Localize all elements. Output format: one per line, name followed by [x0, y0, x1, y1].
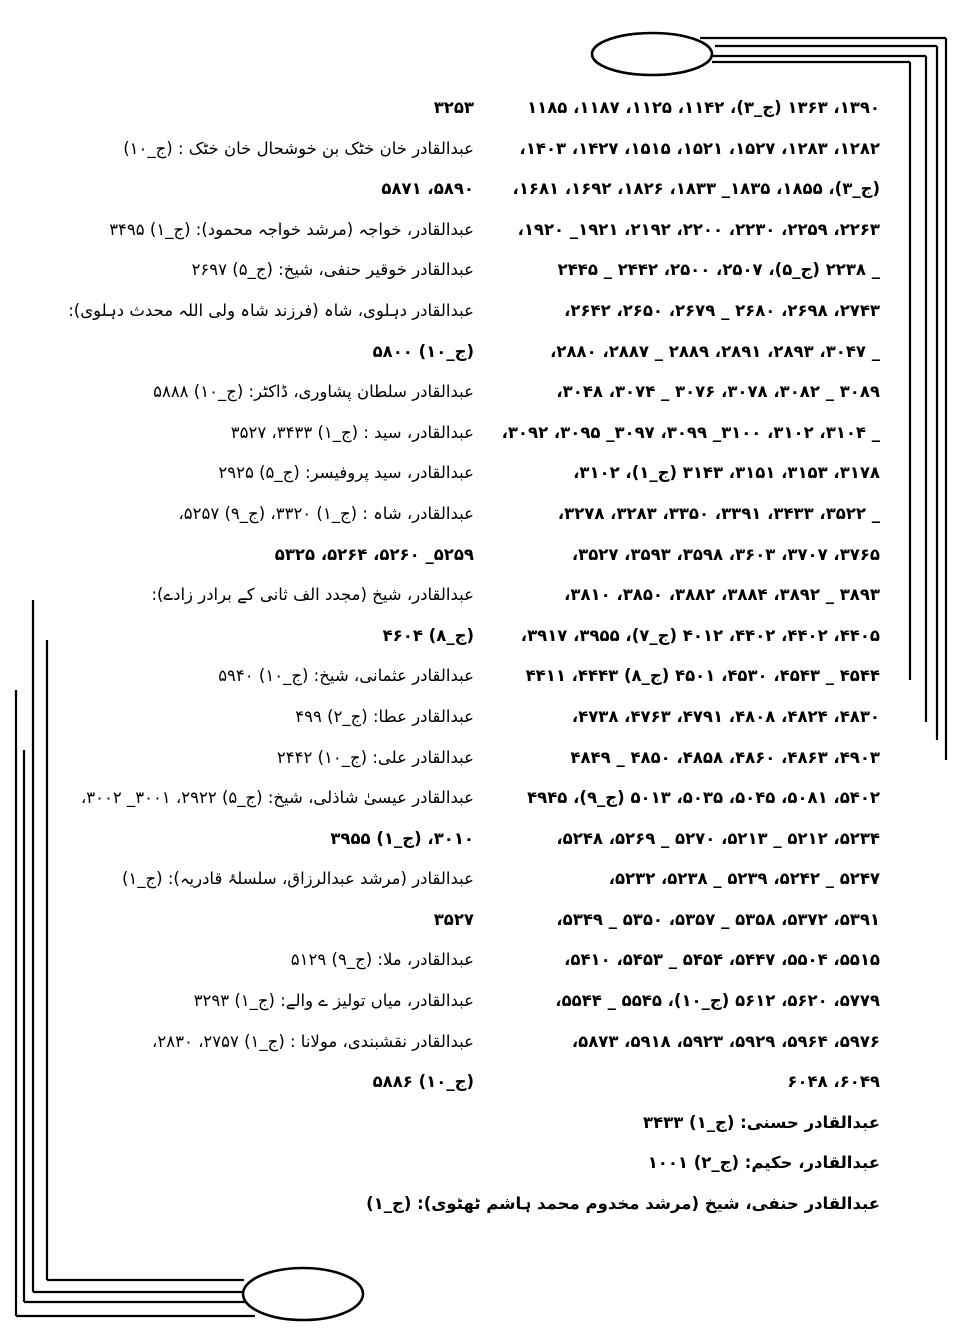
index-line: ۴۹۰۳، ۴۸۶۳، ۴۸۶۰، ۴۸۵۸، ۴۸۵۰ _ ۴۸۴۹ — [570, 747, 880, 767]
index-entry-heading: عبدالقادر عیسیٰ شاذلی، شیخ: (ج_۵) ۲۹۲۲، ۳۰۰۱_ ۳۰۰۲، — [80, 788, 474, 808]
index-line: ۵۷۷۹، ۵۶۲۰، ۵۶۱۲ (ج_۱۰)، ۵۵۴۵ _ ۵۵۴۴، — [555, 991, 880, 1011]
index-entry-heading: عبدالقادر حسنی: (ج_۱) ۳۴۳۳ — [643, 1112, 880, 1132]
index-line: _ ۳۱۰۴، ۳۱۰۲، ۳۱۰۰_ ۳۰۹۹، ۳۰۹۷_ ۳۰۹۵، ۳۰۹۲، — [501, 422, 880, 442]
index-line: ۵۵۱۵، ۵۵۰۴، ۵۴۴۷، ۵۴۵۴ _ ۵۴۵۳، ۵۴۱۰، — [564, 950, 880, 970]
index-entry-heading: عبدالقادر سلطان پشاوری، ڈاکٹر: (ج_۱۰) ۵۸۸۸ — [153, 382, 474, 402]
index-line: ۳۷۶۵، ۳۷۰۷، ۳۶۰۳، ۳۵۹۸، ۳۵۹۳، ۳۵۲۷، — [571, 544, 880, 564]
index-line: ۶۰۴۹، ۶۰۴۸ — [787, 1072, 880, 1092]
index-entry-heading: عبدالقادر عطا: (ج_۲) ۴۹۹ — [295, 706, 474, 726]
index-line: ۵۴۰۲، ۵۰۸۱، ۵۰۴۵، ۵۰۳۵، ۵۰۱۳ (ج_۹)، ۴۹۴۵ — [527, 788, 880, 808]
index-line: ۴۴۰۵، ۴۴۰۲، ۴۴۰۲، ۴۰۱۲ (ج_۷)، ۳۹۵۵، ۳۹۱۷، — [520, 625, 880, 645]
index-entry-heading: عبدالقادر علی: (ج_۱۰) ۲۴۴۲ — [276, 747, 474, 767]
index-line: _ ۲۲۳۸ (ج_۵)، ۲۵۰۷، ۲۵۰۰، ۲۴۴۲ _ ۲۴۴۵ — [557, 260, 880, 280]
index-entry-heading: عبدالقادر نقشبندی، مولانا : (ج_۱) ۲۷۵۷، ۲۸۳۰، — [152, 1031, 474, 1051]
index-entry-heading: عبدالقادر، میاں تولیز ے والے: (ج_۱) ۳۲۹۳ — [193, 991, 474, 1011]
index-line: (ج_۸) ۴۶۰۴ — [382, 625, 474, 645]
index-line: ۳۸۹۳ _ ۳۸۹۲، ۳۸۸۴، ۳۸۸۲، ۳۸۵۰، ۳۸۱۰، — [564, 585, 880, 605]
index-line: _ ۳۰۴۷، ۲۸۹۳، ۲۸۹۱، ۲۸۸۹ _ ۲۸۸۷، ۲۸۸۰، — [550, 341, 880, 361]
index-column-left — [68, 88, 474, 1103]
index-line: ۵۸۹۰، ۵۸۷۱ — [381, 179, 474, 199]
index-line: ۱۳۹۰، ۱۳۶۳ (ج_۳)، ۱۱۴۲، ۱۱۲۵، ۱۱۸۷، ۱۱۸۵ — [527, 98, 880, 117]
index-entry-heading: عبدالقادر (مرشد عبدالرزاق، سلسلۂ قادریہ): (ج_۱) — [121, 869, 474, 889]
index-entry-heading: عبدالقادر دہلوی، شاہ (فرزند شاہ ولی اللہ محدث دہلوی): — [68, 300, 474, 320]
index-entry-heading: عبدالقادر، ملا: (ج_۹) ۵۱۲۹ — [290, 950, 474, 970]
index-line: ۳۱۷۸، ۳۱۵۳، ۳۱۵۱، ۳۱۴۳ (ج_۱)، ۳۱۰۲، — [573, 463, 880, 483]
index-line: ۵۹۷۶، ۵۹۶۴، ۵۹۲۹، ۵۹۲۳، ۵۹۱۸، ۵۸۷۳، — [571, 1031, 880, 1051]
index-entry-heading: عبدالقادر، حکیم: (ج_۲) ۱۰۰۱ — [647, 1153, 880, 1173]
index-line: ۳۲۵۳ — [433, 98, 474, 117]
index-entry-heading: عبدالقادر خان خٹک بن خوشحال خان خٹک : (ج_۱۰) — [123, 138, 474, 158]
index-line: (ج_۱۰) ۵۸۸۶ — [372, 1072, 474, 1092]
index-line: ۲۲۶۳، ۲۲۵۹، ۲۲۳۰، ۲۲۰۰، ۲۱۹۲، ۱۹۲۱_ ۱۹۲۰، — [517, 219, 880, 239]
index-line: ۳۰۱۰، (ج_۱) ۳۹۵۵ — [330, 828, 474, 848]
index-line: ۵۲۴۷ _ ۵۲۴۲، ۵۲۳۹ _ ۵۲۳۸، ۵۲۳۲، — [608, 869, 880, 889]
index-line: ۵۲۳۴، ۵۲۱۲ _ ۵۲۱۳، ۵۲۷۰ _ ۵۲۶۹، ۵۲۴۸، — [556, 828, 880, 848]
index-line: ۳۰۸۹ _ ۳۰۸۲، ۳۰۷۸، ۳۰۷۶ _ ۳۰۷۴، ۳۰۴۸، — [556, 382, 880, 402]
index-entry-heading: عبدالقادر عثمانی، شیخ: (ج_۱۰) ۵۹۴۰ — [218, 666, 474, 686]
index-line: (ج_۱۰) ۵۸۰۰ — [372, 341, 474, 361]
index-line: ۵۲۵۹_ ۵۲۶۰، ۵۲۶۴، ۵۳۲۵ — [274, 544, 474, 564]
index-entry-heading: عبدالقادر خوقیر حنفی، شیخ: (ج_۵) ۲۶۹۷ — [191, 260, 474, 280]
index-line: (ج_۳)، ۱۸۵۵، ۱۸۳۵_ ۱۸۳۳، ۱۸۲۶، ۱۶۹۲، ۱۶۸۱، — [512, 179, 880, 199]
index-line: ۵۳۹۱، ۵۳۷۲، ۵۳۵۸ _ ۵۳۵۷، ۵۳۵۰ _ ۵۳۴۹، — [556, 909, 880, 929]
index-entry-heading: عبدالقادر، شیخ (مجدد الف ثانی کے برادر زادے): — [151, 585, 474, 605]
index-entry-heading: عبدالقادر، خواجہ (مرشد خواجہ محمود): (ج_۱) ۳۴۹۵ — [109, 219, 474, 239]
index-line: _ ۳۵۲۲، ۳۴۳۳، ۳۳۹۱، ۳۳۵۰، ۳۲۸۳، ۳۲۷۸، — [557, 503, 880, 523]
index-line: ۴۸۳۰، ۴۸۲۴، ۴۸۰۸، ۴۷۹۱، ۴۷۶۳، ۴۷۳۸، — [571, 706, 880, 726]
index-line: ۳۵۲۷ — [433, 909, 474, 929]
index-line: ۴۵۴۴ _ ۴۵۴۳، ۴۵۳۰، ۴۵۰۱ (ج_۸) ۴۴۴۳، ۴۴۱۱ — [525, 666, 880, 686]
index-entry-heading: عبدالقادر، شاہ : (ج_۱) ۳۳۲۰، (ج_۹) ۵۲۵۷، — [178, 503, 474, 523]
index-line: ۱۲۸۲، ۱۲۸۳، ۱۵۲۷، ۱۵۲۱، ۱۵۱۵، ۱۴۲۷، ۱۴۰۳، — [519, 138, 880, 158]
index-entry-heading: عبدالقادر، سید : (ج_۱) ۳۴۳۳، ۳۵۲۷ — [230, 422, 474, 442]
index-line: ۲۷۴۳، ۲۶۹۸، ۲۶۸۰ _ ۲۶۷۹، ۲۶۵۰، ۲۶۴۲، — [564, 300, 880, 320]
index-entry-heading: عبدالقادر حنفی، شیخ (مرشد مخدوم محمد ہاشم ٹھٹوی): (ج_۱) — [366, 1194, 880, 1214]
index-entry-heading: عبدالقادر، سید پروفیسر: (ج_۵) ۲۹۲۵ — [218, 463, 474, 483]
